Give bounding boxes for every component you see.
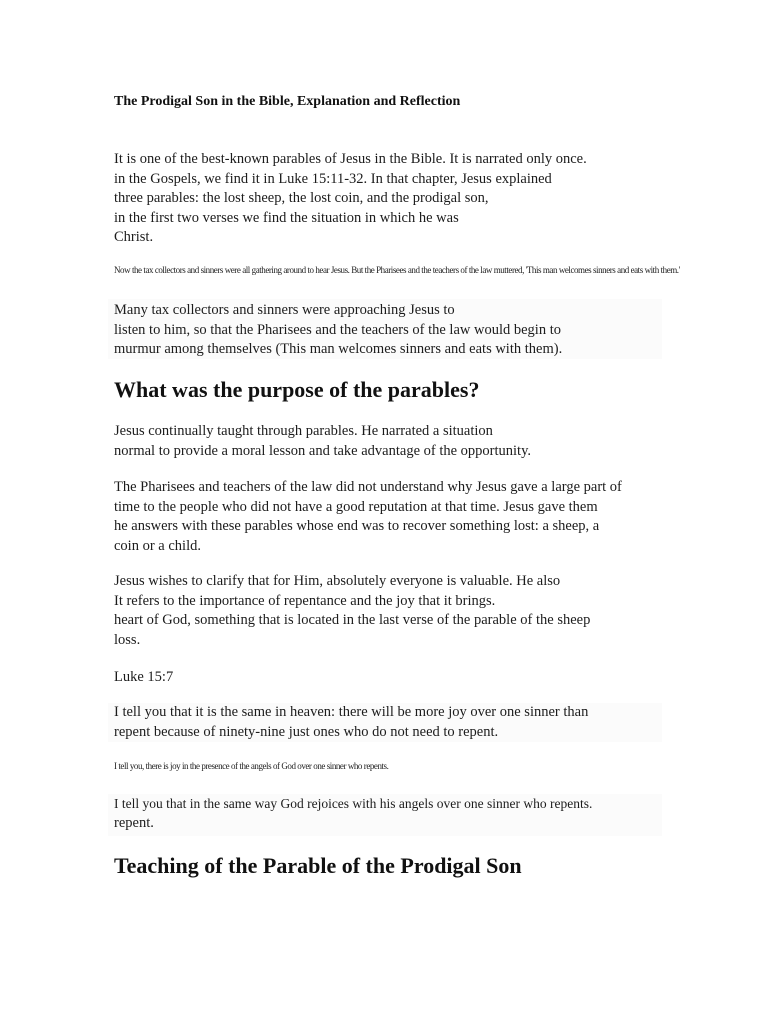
quote-line: listen to him, so that the Pharisees and the teachers of the law would begin to <box>114 321 561 338</box>
paragraph-line: coin or a child. <box>114 537 201 554</box>
quote-line: repent because of ninety-nine just ones who do not need to repent. <box>114 723 499 740</box>
small-bible-quote: I tell you, there is joy in the presence of the angels of God over one sinner who repents. <box>114 761 389 771</box>
paragraph-line: loss. <box>114 631 141 648</box>
intro-line: three parables: the lost sheep, the lost coin, and the prodigal son, <box>114 190 489 206</box>
paragraph <box>114 572 590 650</box>
quote-block <box>108 299 662 359</box>
section-heading: Teaching of the Parable of the Prodigal Son <box>114 853 522 878</box>
quote-block <box>108 794 662 836</box>
small-bible-quote: Now the tax collectors and sinners were all gathering around to hear Jesus. But the Pharisees and the teachers of the law muttered, 'This man welcomes sinners and eats with them.' <box>114 265 680 275</box>
paragraph <box>114 422 531 461</box>
quote-line: I tell you that it is the same in heaven: there will be more joy over one sinner than <box>114 704 589 720</box>
quote-line: I tell you that in the same way God rejoices with his angels over one sinner who repents. <box>114 796 593 811</box>
paragraph-line: normal to provide a moral lesson and take advantage of the opportunity. <box>114 442 532 459</box>
intro-line: in the Gospels, we find it in Luke 15:11-32. In that chapter, Jesus explained <box>114 170 552 187</box>
paragraph-line: he answers with these parables whose end was to recover something lost: a sheep, a <box>114 518 600 534</box>
section-heading: What was the purpose of the parables? <box>114 377 480 402</box>
quote-line: murmur among themselves (This man welcomes sinners and eats with them). <box>114 341 563 357</box>
paragraph-line: The Pharisees and teachers of the law did not understand why Jesus gave a large part of <box>114 479 622 495</box>
paragraph-line: time to the people who did not have a good reputation at that time. Jesus gave them <box>114 498 598 515</box>
quote-line: Many tax collectors and sinners were approaching Jesus to <box>114 302 455 318</box>
paragraph <box>114 478 622 556</box>
intro-paragraph <box>114 150 587 248</box>
quote-line: repent. <box>114 814 154 831</box>
paragraph-line: It refers to the importance of repentance and the joy that it brings. <box>114 592 496 609</box>
document-title: The Prodigal Son in the Bible, Explanation and Reflection <box>114 94 461 109</box>
quote-block <box>108 703 662 742</box>
bible-reference: Luke 15:7 <box>114 669 174 685</box>
intro-line: in the first two verses we find the situation in which he was <box>114 209 459 226</box>
intro-line: It is one of the best-known parables of Jesus in the Bible. It is narrated only once. <box>114 151 587 167</box>
intro-line: Christ. <box>114 229 154 245</box>
paragraph-line: Jesus wishes to clarify that for Him, absolutely everyone is valuable. He also <box>114 573 561 589</box>
paragraph-line: heart of God, something that is located in the last verse of the parable of the sheep <box>114 612 591 628</box>
paragraph-line: Jesus continually taught through parables. He narrated a situation <box>114 423 493 439</box>
